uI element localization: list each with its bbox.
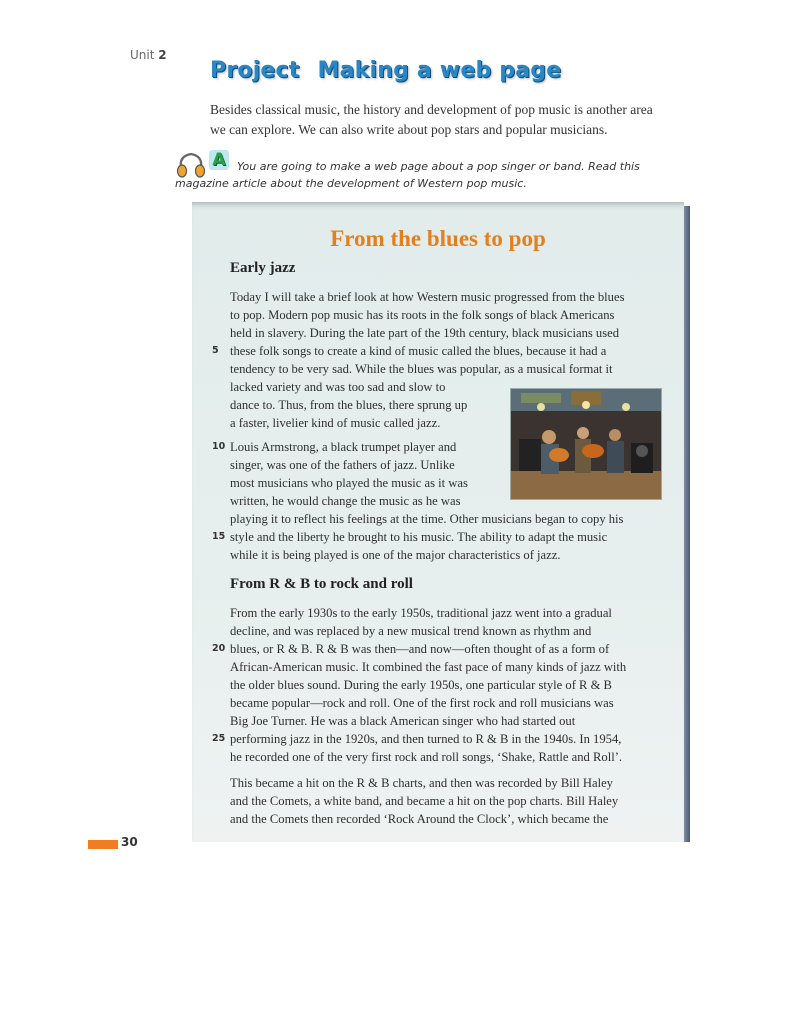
article-line: he recorded one of the very first rock and roll songs, ‘Shake, Rattle and Roll’. [230,750,623,764]
article-line: while it is being played is one of the major characteristics of jazz. [230,548,561,562]
line-number: 25 [212,733,226,744]
activity-letter-badge: A [209,150,229,170]
article-line: held in slavery. During the late part of the 19th century, black musicians used [230,326,620,340]
page-number-bar [88,840,118,849]
article-line: written, he would change the music as he was [230,494,461,508]
article-line: most musicians who played the music as it was [230,476,468,490]
article-line: performing jazz in the 1920s, and then turned to R & B in the 1940s. In 1954, [230,732,622,746]
article-line: Big Joe Turner. He was a black American singer who had started out [230,714,576,728]
article-line: Louis Armstrong, a black trumpet player and [230,440,457,454]
article-line: playing it to reflect his feelings at the time. Other musicians began to copy his [230,512,624,526]
article-line: decline, and was replaced by a new musical trend known as rhythm and [230,624,592,638]
band-photo [510,388,662,500]
unit-word: Unit [130,48,155,62]
article-line: a faster, livelier kind of music called jazz. [230,416,441,430]
article-line: Today I will take a brief look at how Western music progressed from the blues [230,290,625,304]
activity-instruction: You are going to make a web page about a pop singer or band. Read this magazine article about the development of Western pop music. [175,160,640,190]
project-subtitle: Making a web page [317,58,562,83]
line-number: 5 [212,345,219,356]
project-word: Project [210,58,300,83]
unit-number: 2 [158,48,167,62]
article-panel [192,202,684,842]
unit-label [130,48,167,62]
article-line: singer, was one of the fathers of jazz. Unlike [230,458,455,472]
project-title [210,58,561,83]
line-number: 20 [212,643,226,654]
article-edge [684,206,690,842]
article-line: dance to. Thus, from the blues, there sprung up [230,398,468,412]
headphones-icon [175,150,207,185]
section-heading: Early jazz [230,260,296,276]
line-number: 10 [212,441,226,452]
article-line: From the early 1930s to the early 1950s, traditional jazz went into a gradual [230,606,612,620]
article-line: to pop. Modern pop music has its roots in the folk songs of black Americans [230,308,615,322]
line-number: 15 [212,531,226,542]
article-line: blues, or R & B. R & B was then—and now—often thought of as a form of [230,642,610,656]
intro-paragraph: Besides classical music, the history and development of pop music is another area we can explore. We can also write about pop stars and popular musicians. [210,102,653,137]
article-line: and the Comets then recorded ‘Rock Around the Clock’, which became the [230,812,609,826]
article-line: these folk songs to create a kind of music called the blues, because it had a [230,344,607,358]
article-line: and the Comets, a white band, and became a hit on the pop charts. Bill Haley [230,794,619,808]
article-line: This became a hit on the R & B charts, and then was recorded by Bill Haley [230,776,613,790]
article-line: style and the liberty he brought to his music. The ability to adapt the music [230,530,608,544]
article-line: the older blues sound. During the early 1950s, one particular style of R & B [230,678,612,692]
page-number: 30 [121,835,138,849]
article-line: African-American music. It combined the fast pace of many kinds of jazz with [230,660,627,674]
article-line: became popular—rock and roll. One of the first rock and roll musicians was [230,696,614,710]
section-heading: From R & B to rock and roll [230,576,413,592]
article-line: tendency to be very sad. While the blues was popular, as a musical format it [230,362,613,376]
article-line: lacked variety and was too sad and slow to [230,380,446,394]
article-title: From the blues to pop [330,226,546,251]
